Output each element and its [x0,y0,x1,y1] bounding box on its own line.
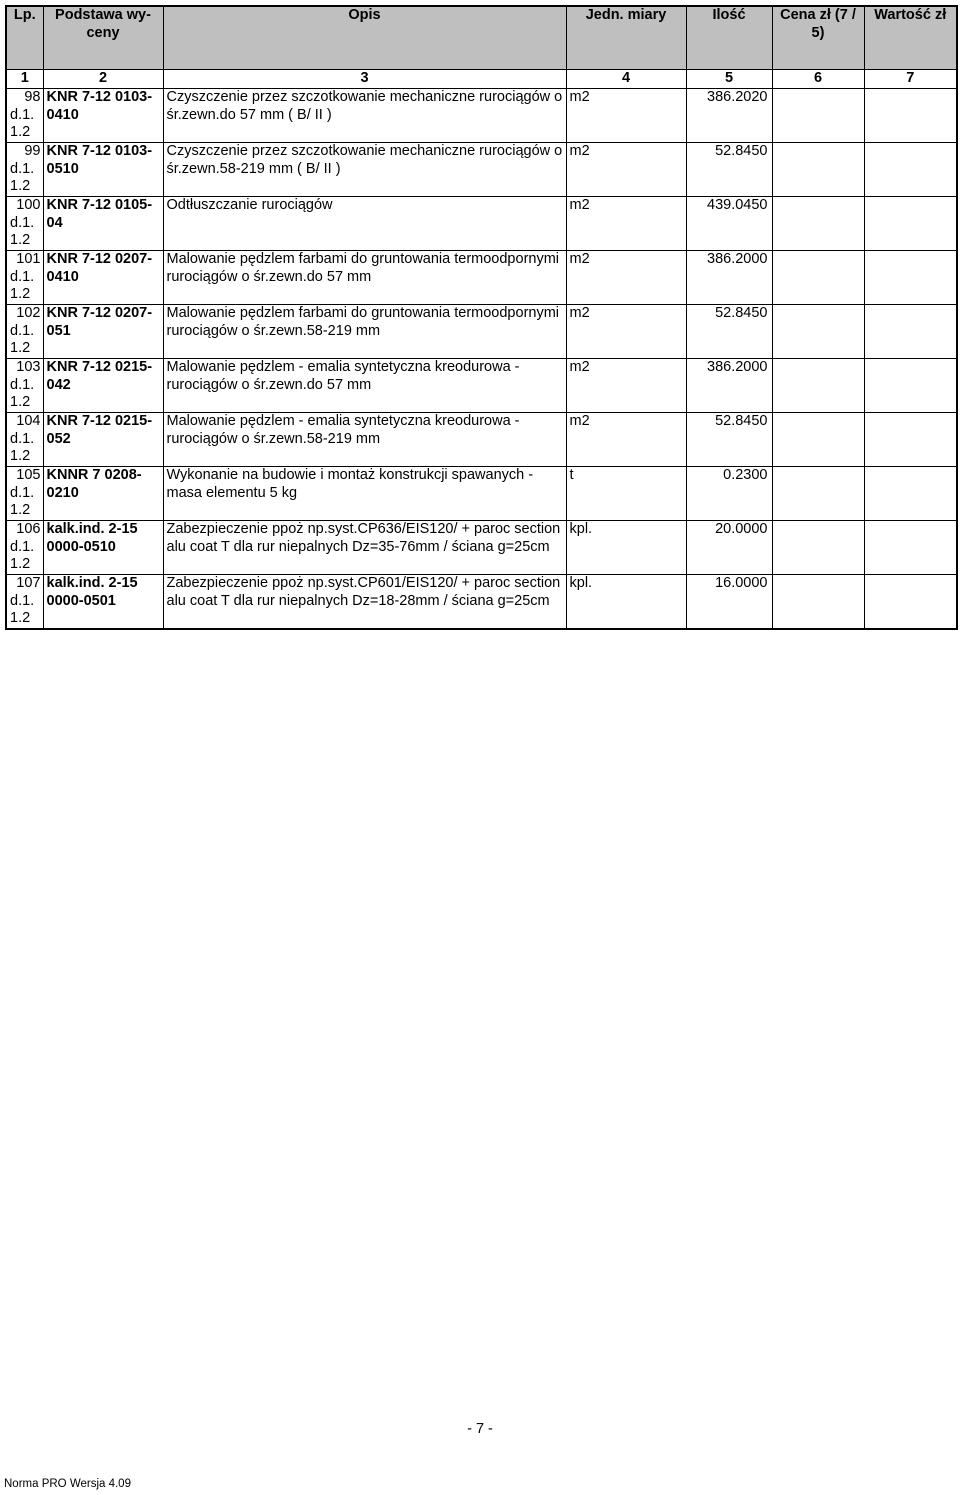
cost-estimate-table-wrapper [5,5,956,630]
row-jedn: m2 [566,143,686,197]
row-ilosc: 16.0000 [686,575,772,630]
header-wartosc: Wartość zł [864,6,957,70]
row-lp-sub: d.1. 1.2 [10,268,35,302]
row-cena [772,197,864,251]
table-body [6,89,957,630]
table-row [6,413,957,467]
row-cena [772,413,864,467]
table-row [6,521,957,575]
header-jedn: Jedn. miary [566,6,686,70]
header-podstawa: Podstawa wy-ceny [43,6,163,70]
row-lp-number: 107 [16,575,41,591]
row-cena [772,467,864,521]
row-lp-number: 103 [16,359,41,375]
header-ilosc: Ilość [686,6,772,70]
column-number: 7 [864,70,957,89]
row-lp-number: 99 [24,143,41,159]
row-lp [6,359,43,413]
row-podstawa: KNR 7-12 0105-04 [43,197,163,251]
table-row [6,197,957,251]
row-podstawa: KNR 7-12 0215-052 [43,413,163,467]
table-row [6,359,957,413]
row-wartosc [864,197,957,251]
column-number-row [6,70,957,89]
table-row [6,575,957,630]
row-wartosc [864,521,957,575]
row-wartosc [864,467,957,521]
row-wartosc [864,89,957,143]
column-number: 2 [43,70,163,89]
row-lp-sub: d.1. 1.2 [10,214,35,248]
row-wartosc [864,305,957,359]
row-opis: Malowanie pędzlem - emalia syntetyczna kreodurowa - rurociągów o śr.zewn.do 57 mm [163,359,566,413]
row-opis: Odtłuszczanie rurociągów [163,197,566,251]
row-lp [6,251,43,305]
row-jedn: t [566,467,686,521]
row-cena [772,575,864,630]
row-podstawa: KNR 7-12 0215-042 [43,359,163,413]
row-podstawa: kalk.ind. 2-15 0000-0510 [43,521,163,575]
column-number: 4 [566,70,686,89]
row-podstawa: KNR 7-12 0207-051 [43,305,163,359]
row-wartosc [864,359,957,413]
row-opis: Czyszczenie przez szczotkowanie mechaniczne rurociągów o śr.zewn.do 57 mm ( B/ II ) [163,89,566,143]
row-cena [772,251,864,305]
row-lp-number: 105 [16,467,41,483]
row-opis: Malowanie pędzlem farbami do gruntowania termoodpornymi rurociągów o śr.zewn.do 57 mm [163,251,566,305]
row-ilosc: 52.8450 [686,305,772,359]
row-opis: Wykonanie na budowie i montaż konstrukcji spawanych - masa elementu 5 kg [163,467,566,521]
table-row [6,305,957,359]
row-wartosc [864,251,957,305]
row-jedn: kpl. [566,521,686,575]
row-lp [6,305,43,359]
row-cena [772,89,864,143]
cost-estimate-table [5,5,958,630]
row-wartosc [864,575,957,630]
row-lp-sub: d.1. 1.2 [10,160,35,194]
row-wartosc [864,413,957,467]
row-lp-number: 100 [16,197,41,213]
header-row [6,6,957,70]
row-lp [6,89,43,143]
row-cena [772,305,864,359]
row-ilosc: 439.0450 [686,197,772,251]
header-lp: Lp. [6,6,43,70]
row-lp [6,143,43,197]
row-ilosc: 386.2000 [686,251,772,305]
table-row [6,143,957,197]
row-lp [6,413,43,467]
row-podstawa: KNR 7-12 0103-0510 [43,143,163,197]
page-number: - 7 - [467,1421,493,1437]
column-number: 6 [772,70,864,89]
row-opis: Malowanie pędzlem - emalia syntetyczna kreodurowa - rurociągów o śr.zewn.58-219 mm [163,413,566,467]
row-lp [6,521,43,575]
row-ilosc: 386.2020 [686,89,772,143]
row-podstawa: kalk.ind. 2-15 0000-0501 [43,575,163,630]
row-jedn: m2 [566,305,686,359]
row-lp-number: 98 [24,89,41,105]
row-podstawa: KNR 7-12 0103-0410 [43,89,163,143]
header-cena: Cena zł (7 / 5) [772,6,864,70]
row-podstawa: KNNR 7 0208-0210 [43,467,163,521]
row-lp [6,575,43,630]
column-number: 5 [686,70,772,89]
row-jedn: m2 [566,359,686,413]
row-ilosc: 386.2000 [686,359,772,413]
row-ilosc: 20.0000 [686,521,772,575]
header-opis: Opis [163,6,566,70]
row-lp-sub: d.1. 1.2 [10,484,35,518]
row-cena [772,521,864,575]
row-jedn: m2 [566,89,686,143]
row-lp [6,197,43,251]
row-jedn: m2 [566,251,686,305]
row-lp-sub: d.1. 1.2 [10,106,35,140]
row-lp [6,467,43,521]
table-row [6,89,957,143]
row-jedn: m2 [566,413,686,467]
row-opis: Zabezpieczenie ppoż np.syst.CP601/EIS120/ + paroc section alu coat T dla rur niepalnych Dz=18-28mm / ściana g=25cm [163,575,566,630]
column-number: 1 [6,70,43,89]
row-lp-number: 101 [16,251,41,267]
row-cena [772,143,864,197]
row-lp-number: 106 [16,521,41,537]
table-row [6,467,957,521]
row-jedn: kpl. [566,575,686,630]
row-lp-number: 102 [16,305,41,321]
row-wartosc [864,143,957,197]
row-jedn: m2 [566,197,686,251]
row-opis: Malowanie pędzlem farbami do gruntowania termoodpornymi rurociągów o śr.zewn.58-219 mm [163,305,566,359]
row-lp-sub: d.1. 1.2 [10,322,35,356]
row-opis: Czyszczenie przez szczotkowanie mechaniczne rurociągów o śr.zewn.58-219 mm ( B/ II ) [163,143,566,197]
row-lp-sub: d.1. 1.2 [10,376,35,410]
row-ilosc: 52.8450 [686,413,772,467]
row-lp-number: 104 [16,413,41,429]
table-row [6,251,957,305]
row-lp-sub: d.1. 1.2 [10,538,35,572]
row-lp-sub: d.1. 1.2 [10,430,35,464]
row-lp-sub: d.1. 1.2 [10,592,35,626]
software-version: Norma PRO Wersja 4.09 [4,1478,131,1490]
row-cena [772,359,864,413]
row-opis: Zabezpieczenie ppoż np.syst.CP636/EIS120/ + paroc section alu coat T dla rur niepalnych Dz=35-76mm / ściana g=25cm [163,521,566,575]
row-ilosc: 52.8450 [686,143,772,197]
column-number: 3 [163,70,566,89]
row-ilosc: 0.2300 [686,467,772,521]
row-podstawa: KNR 7-12 0207-0410 [43,251,163,305]
